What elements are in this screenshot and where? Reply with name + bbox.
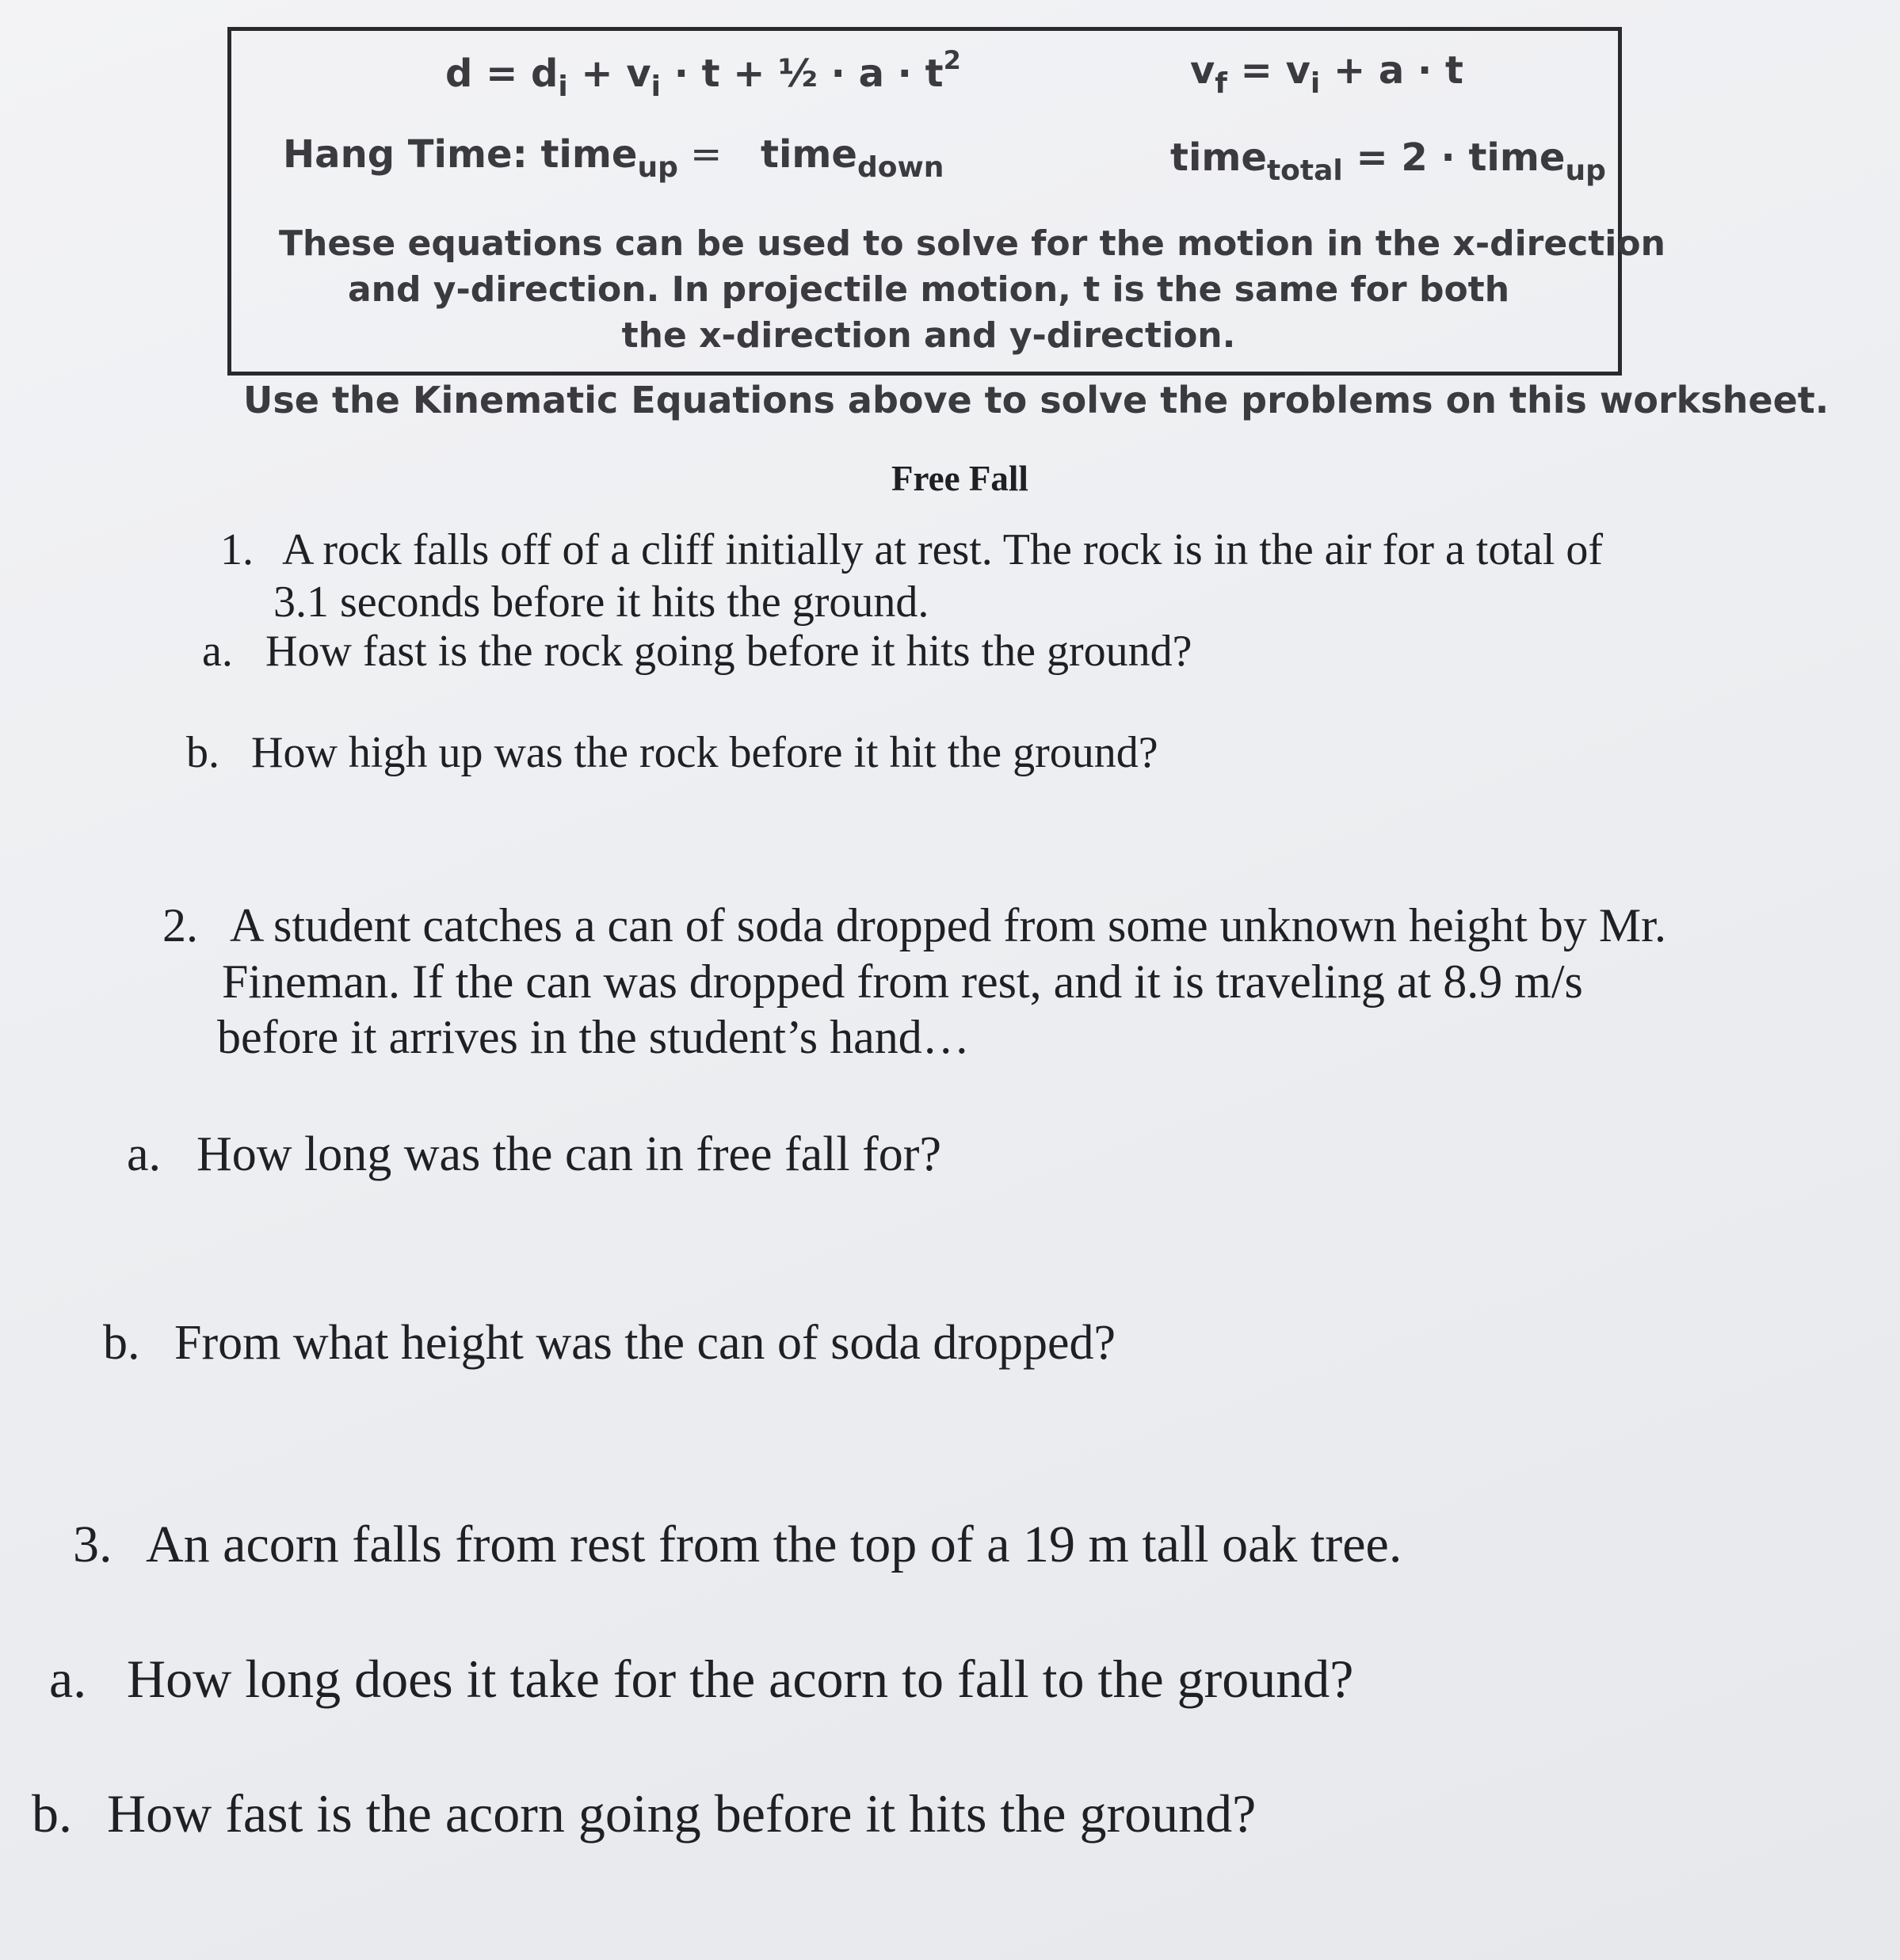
displacement-equation: $d = d_i + v_i \cdot t$ + ½ · $a \cdot t^2$ — [445, 45, 961, 103]
hang-time-equation: Hang Time: time$_{up}$ = time$_{down}$ — [283, 132, 944, 184]
problem-number: 2. — [162, 899, 198, 951]
problem-1-line-1: 1. A rock falls off of a cliff initially at rest. The rock is in the air for a total of — [220, 525, 1604, 574]
problem-2b: b. From what height was the can of soda dropped? — [103, 1316, 1116, 1370]
problem-2-line-1: 2. A student catches a can of soda dropped from some unknown height by Mr. — [162, 899, 1666, 951]
instruction-text: Use the Kinematic Equations above to solve the problems on this worksheet. — [243, 379, 1829, 421]
problem-3-line-1: 3. An acorn falls from rest from the top of a 19 m tall oak tree. — [73, 1516, 1402, 1573]
note-line: and y-direction. In projectile motion, t is the same for both — [347, 269, 1510, 310]
problem-3b: b. How fast is the acorn going before it hits the ground? — [32, 1783, 1257, 1844]
problem-1b: b. How high up was the rock before it hit the ground? — [186, 728, 1158, 777]
problem-2a: a. How long was the can in free fall for? — [127, 1127, 941, 1181]
part-label: a. — [49, 1649, 87, 1709]
problem-1a: a. How fast is the rock going before it hits the ground? — [202, 627, 1192, 676]
problem-2-line-2: Fineman. If the can was dropped from rest, and it is traveling at 8.9 m/s — [222, 955, 1583, 1008]
note-line: the x-direction and y-direction. — [621, 315, 1236, 356]
problem-2-line-3: before it arrives in the student’s hand… — [217, 1011, 970, 1063]
equations-box — [227, 27, 1665, 376]
problem-number: 1. — [220, 525, 254, 574]
part-label: a. — [202, 627, 233, 676]
problem-3a: a. How long does it take for the acorn to fall to the ground? — [49, 1649, 1354, 1709]
final-velocity-equation: $v_f = v_i + a \cdot t$ — [1190, 48, 1463, 100]
total-time-equation: time$_{total}$ = 2 · time$_{up}$ — [1170, 135, 1606, 187]
equations-note — [279, 221, 1665, 359]
part-label: b. — [103, 1316, 140, 1370]
part-label: b. — [32, 1783, 72, 1844]
section-title: Free Fall — [891, 459, 1028, 498]
problem-number: 3. — [73, 1516, 113, 1573]
part-label: a. — [127, 1127, 162, 1181]
note-line: These equations can be used to solve for the motion in the x-direction — [279, 223, 1665, 264]
part-label: b. — [186, 728, 219, 777]
problem-1-line-2: 3.1 seconds before it hits the ground. — [273, 578, 929, 627]
